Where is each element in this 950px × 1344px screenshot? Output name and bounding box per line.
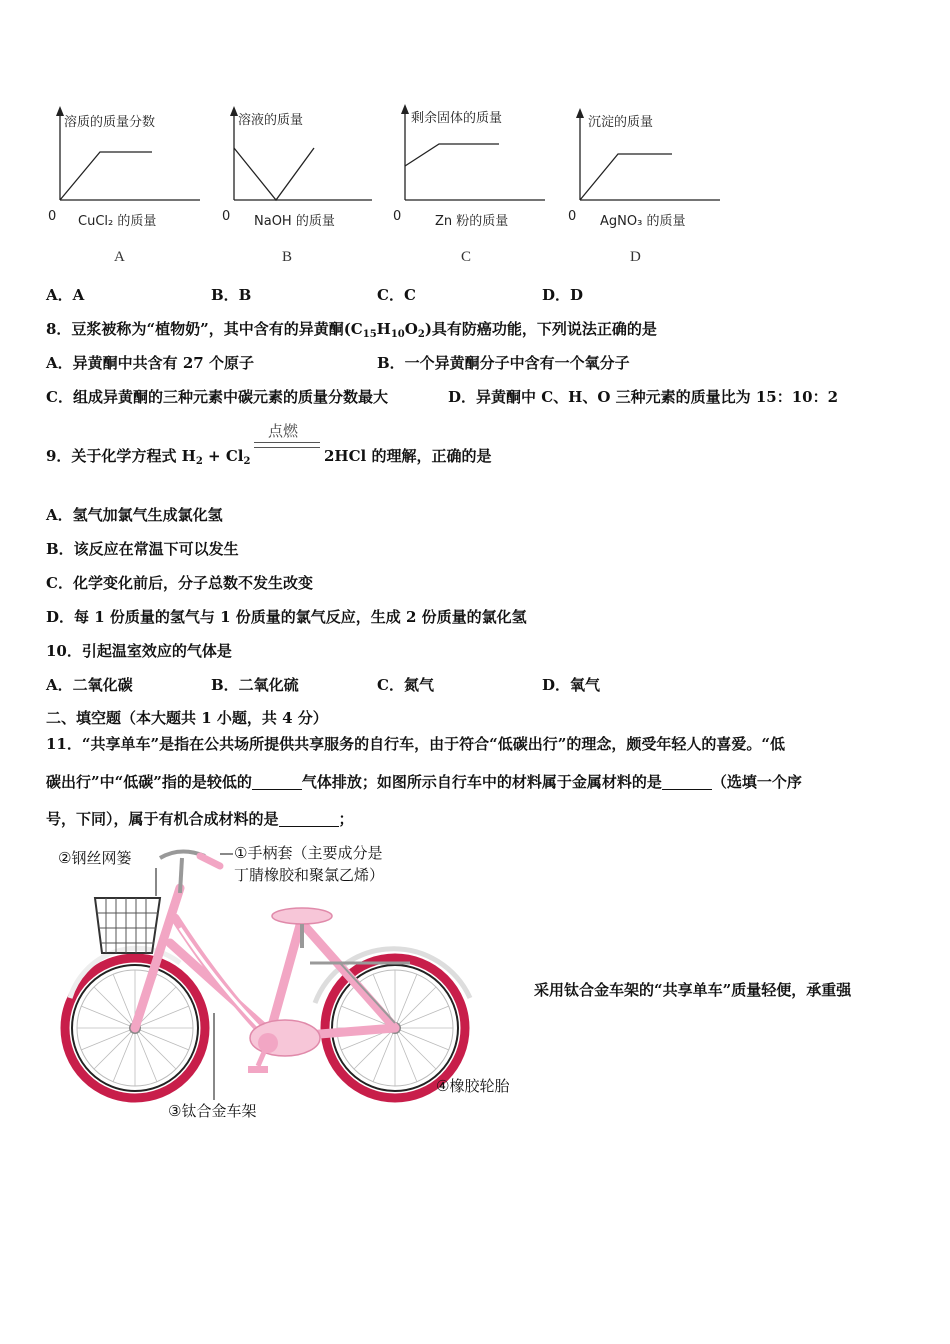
q10-option-c[interactable]: C．氮气	[377, 676, 434, 694]
graph-b-xlabel: NaOH 的质量	[254, 214, 335, 229]
graph-d	[560, 100, 730, 270]
q11-line2-c: （选填一个序	[711, 773, 802, 791]
q9-option-c[interactable]: C．化学变化前后，分子总数不发生改变	[46, 574, 313, 592]
q8-sub-o: 2	[417, 329, 425, 340]
q11-line2-a: 碳出行”中“低碳”指的是较低的	[46, 773, 252, 791]
graph-d-ylabel: 沉淀的质量	[588, 115, 654, 130]
q9-equals-sign	[254, 442, 320, 448]
q9-option-d[interactable]: D．每 1 份质量的氢气与 1 份质量的氯气反应，生成 2 份质量的氯化氢	[46, 608, 527, 626]
graph-d-origin: 0	[568, 209, 577, 224]
graph-a-letter: A	[114, 249, 125, 265]
graph-d-letter: D	[630, 249, 641, 265]
graph-c-letter: C	[461, 249, 472, 265]
q11-line2	[46, 772, 802, 792]
q9-option-b[interactable]: B．该反应在常温下可以发生	[46, 540, 239, 558]
graph-c-ylabel: 剩余固体的质量	[411, 111, 503, 126]
q11-line2-b: 气体排放；如图所示自行车中的材料属于金属材料的是	[301, 773, 662, 791]
q8-stem-d: )具有防癌功能，下列说法正确的是	[424, 320, 657, 338]
label-handle-2: 丁腈橡胶和聚氯乙烯）	[234, 866, 385, 884]
graph-d-xlabel: AgNO₃ 的质量	[600, 214, 686, 229]
q9-stem-b: 2HCl 的理解，正确的是	[324, 447, 492, 465]
q9-stem-a: 9．关于化学方程式 H	[46, 447, 196, 465]
bicycle-figure	[40, 838, 540, 1128]
graph-b-ylabel: 溶液的质量	[238, 113, 304, 128]
q9-sub-cl: 2	[243, 456, 251, 467]
q9-stem	[46, 446, 250, 466]
q11-line3	[46, 809, 354, 829]
graph-a	[40, 100, 210, 270]
q8-option-c[interactable]: C．组成异黄酮的三种元素中碳元素的质量分数最大	[46, 388, 388, 406]
graph-c-xlabel: Zn 粉的质量	[435, 214, 509, 229]
q8-sub-c: 15	[362, 329, 377, 340]
label-basket: ②钢丝网篓	[58, 849, 132, 867]
q9-condition: 点燃	[268, 422, 299, 440]
graph-a-ylabel: 溶质的质量分数	[64, 115, 156, 130]
q8-option-d[interactable]: D．异黄酮中 C、H、O 三种元素的质量比为 15：10：2	[448, 388, 839, 406]
q11-line3-b: ；	[338, 810, 354, 828]
q11-line3-a: 号，下同），属于有机合成材料的是	[46, 810, 279, 828]
q11-blank-2[interactable]	[662, 773, 712, 790]
q7-option-d[interactable]: D．D	[542, 286, 584, 304]
q8-sub-h: 10	[390, 329, 405, 340]
q11-side-text: 采用钛合金车架的“共享单车”质量轻便，承重强	[534, 981, 852, 999]
q8-stem-c: O	[404, 320, 418, 338]
label-tire: ④橡胶轮胎	[436, 1077, 510, 1095]
q8-option-b[interactable]: B．一个异黄酮分子中含有一个氧分子	[377, 354, 630, 372]
q7-option-b[interactable]: B．B	[211, 286, 252, 304]
q8-option-a[interactable]: A．异黄酮中共含有 27 个原子	[46, 354, 254, 372]
q10-stem: 10．引起温室效应的气体是	[46, 642, 232, 660]
graph-c-origin: 0	[393, 209, 402, 224]
section-heading: 二、填空题（本大题共 1 小题，共 4 分）	[46, 709, 328, 727]
graph-a-origin: 0	[48, 209, 57, 224]
q9-sub-h: 2	[195, 456, 203, 467]
q9-option-a[interactable]: A．氢气加氯气生成氯化氢	[46, 506, 223, 524]
q7-option-a[interactable]: A．A	[46, 286, 85, 304]
q10-option-b[interactable]: B．二氧化硫	[211, 676, 299, 694]
graph-b	[212, 100, 382, 270]
label-frame: ③钛合金车架	[168, 1102, 257, 1120]
q11-line1: 11．“共享单车”是指在公共场所提供共享服务的自行车，由于符合“低碳出行”的理念，颇受年轻人的喜爱。“低	[46, 735, 786, 753]
label-handle-1: ①手柄套（主要成分是	[234, 844, 383, 862]
graph-b-origin: 0	[222, 209, 231, 224]
q7-option-c[interactable]: C．C	[377, 286, 416, 304]
q11-blank-3[interactable]	[279, 810, 339, 827]
q8-stem-b: H	[376, 320, 391, 338]
q10-option-a[interactable]: A．二氧化碳	[46, 676, 133, 694]
graph-a-xlabel: CuCl₂ 的质量	[78, 214, 157, 229]
q11-blank-1[interactable]	[252, 773, 302, 790]
graph-c	[385, 100, 555, 270]
q9-plus: + Cl	[202, 447, 244, 465]
q8-stem-a: 8．豆浆被称为“植物奶”，其中含有的异黄酮(C	[46, 320, 363, 338]
q8-stem	[46, 319, 657, 339]
graph-b-letter: B	[282, 249, 293, 265]
q10-option-d[interactable]: D．氧气	[542, 676, 601, 694]
